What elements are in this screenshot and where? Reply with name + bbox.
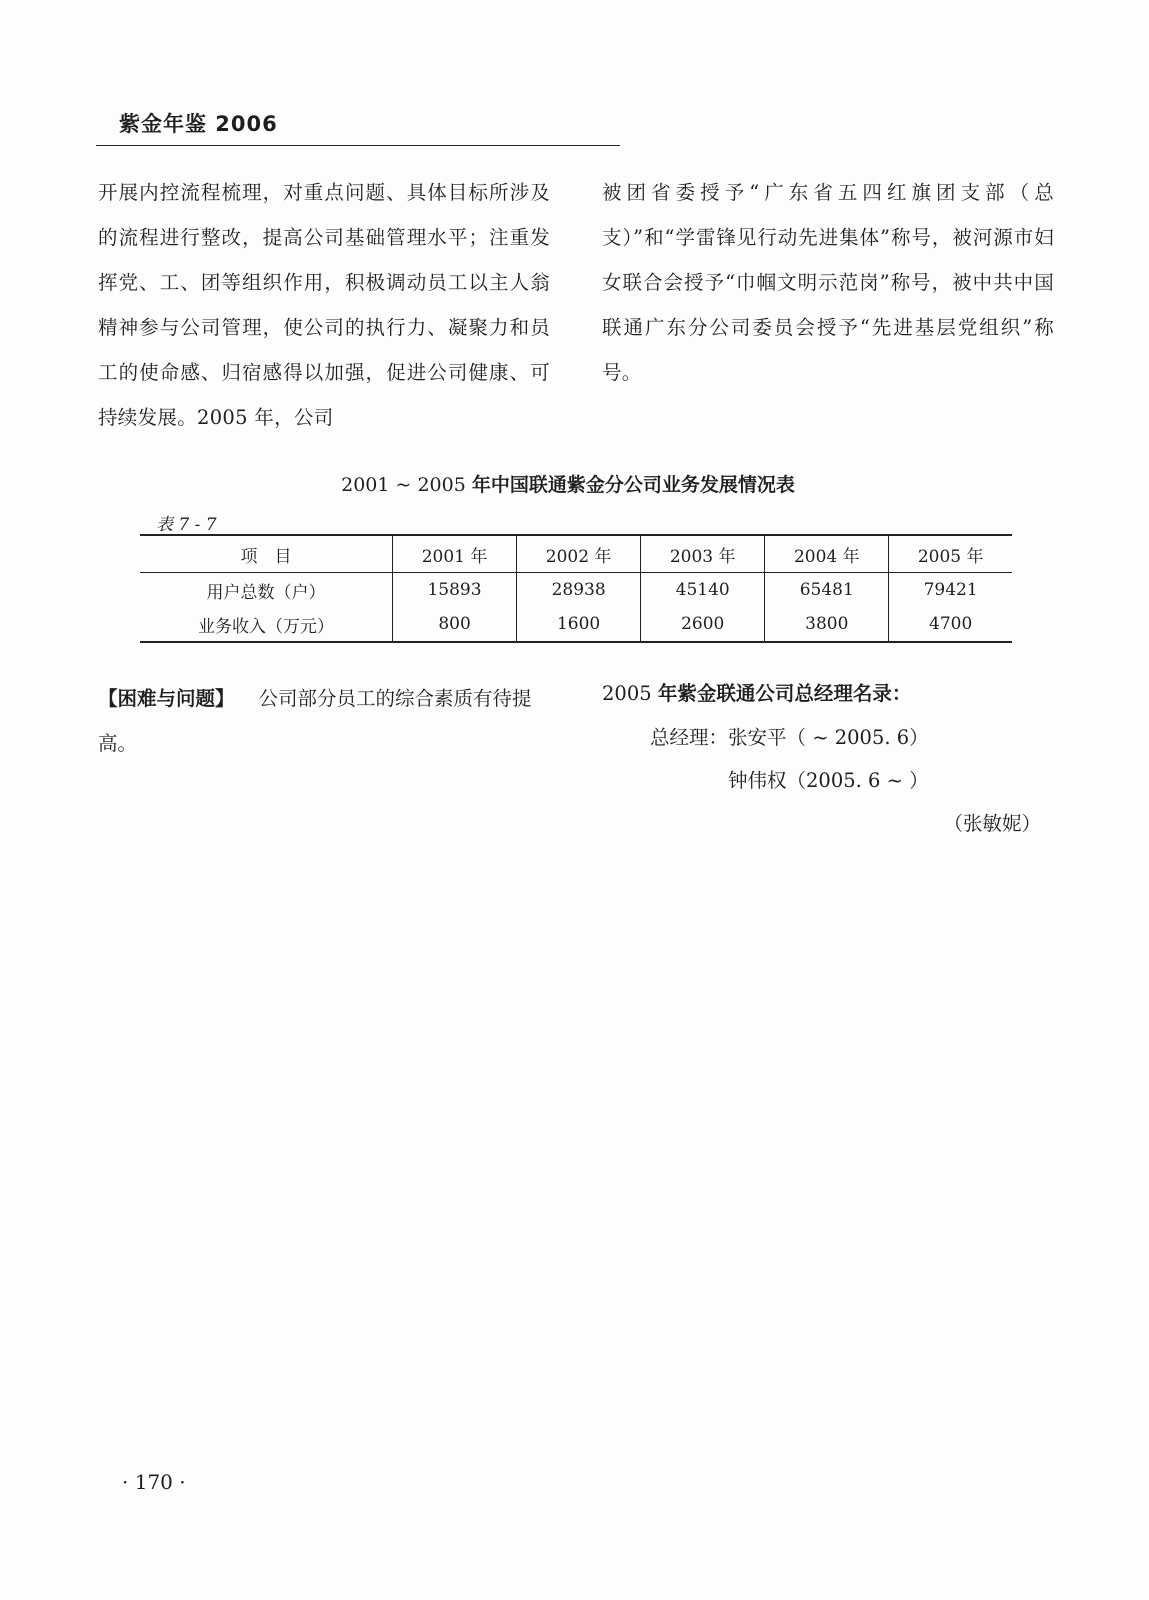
row-label-revenue: 业务收入（万元）: [198, 616, 334, 637]
row-label-users: 用户总数（户）: [206, 582, 326, 603]
manager-heading-year: 2005: [602, 682, 652, 705]
table-title: [140, 470, 996, 497]
table-row-users: [140, 573, 1012, 608]
table-number: 表 7 - 7: [156, 515, 217, 535]
table-row-revenue: [140, 607, 1012, 642]
table-header-row: [140, 535, 1012, 573]
manager-heading-text: 年紫金联通公司总经理名录：: [657, 682, 912, 705]
header-cell-2002: 2002 年: [517, 535, 641, 573]
manager-entry-1: 总经理：张安平（ ~ 2005. 6）: [650, 726, 929, 749]
header-cell-2004: 2004 年: [765, 535, 889, 573]
table-title-years: 2001 ~ 2005: [341, 474, 466, 496]
header-cell-item: 项 目: [140, 535, 393, 573]
cell-revenue-2001: 800: [393, 607, 517, 642]
cell-users-2003: 45140: [641, 573, 765, 608]
header-divider: [96, 145, 620, 146]
cell-revenue-2003: 2600: [641, 607, 765, 642]
left-column-paragraph: 开展内控流程梳理，对重点问题、具体目标所涉及的流程进行整改，提高公司基础管理水平；注重发挥党、工、团等组织作用，积极调动员工以主人翁精神参与公司管理，使公司的执行力、凝聚力和员工的使命感、归宿感得以加强，促进公司健康、可持续发展。2005 年，公司: [98, 181, 550, 429]
cell-revenue-2002: 1600: [517, 607, 641, 642]
page-number: · 170 ·: [122, 1470, 186, 1494]
author-credit: （张敏妮）: [943, 812, 1041, 835]
difficulties-section: [98, 676, 550, 766]
table-title-text: 年中国联通紫金分公司业务发展情况表: [471, 474, 795, 496]
yearbook-header-title: 紫金年鉴 2006: [119, 112, 278, 136]
manager-list-heading: [602, 678, 911, 706]
cell-revenue-2004: 3800: [765, 607, 889, 642]
business-development-table: [140, 534, 1012, 643]
cell-users-2002: 28938: [517, 573, 641, 608]
header-cell-2005: 2005 年: [889, 535, 1012, 573]
header-cell-2001: 2001 年: [393, 535, 517, 573]
right-column-paragraph: 被团省委授予“广东省五四红旗团支部（总支）”和“学雷锋见行动先进集体”称号，被河源市妇女联合会授予“巾帼文明示范岗”称号，被中共中国联通广东分公司委员会授予“先进基层党组织”称号。: [602, 181, 1054, 384]
cell-users-2001: 15893: [393, 573, 517, 608]
difficulties-label: 【困难与问题】: [98, 687, 235, 710]
cell-users-2004: 65481: [765, 573, 889, 608]
cell-users-2005: 79421: [889, 573, 1012, 608]
header-cell-2003: 2003 年: [641, 535, 765, 573]
manager-entry-2: 钟伟权（2005. 6 ~ ）: [728, 769, 929, 792]
difficulties-text: 公司部分员工的综合素质有待提高。: [98, 687, 532, 755]
cell-revenue-2005: 4700: [889, 607, 1012, 642]
